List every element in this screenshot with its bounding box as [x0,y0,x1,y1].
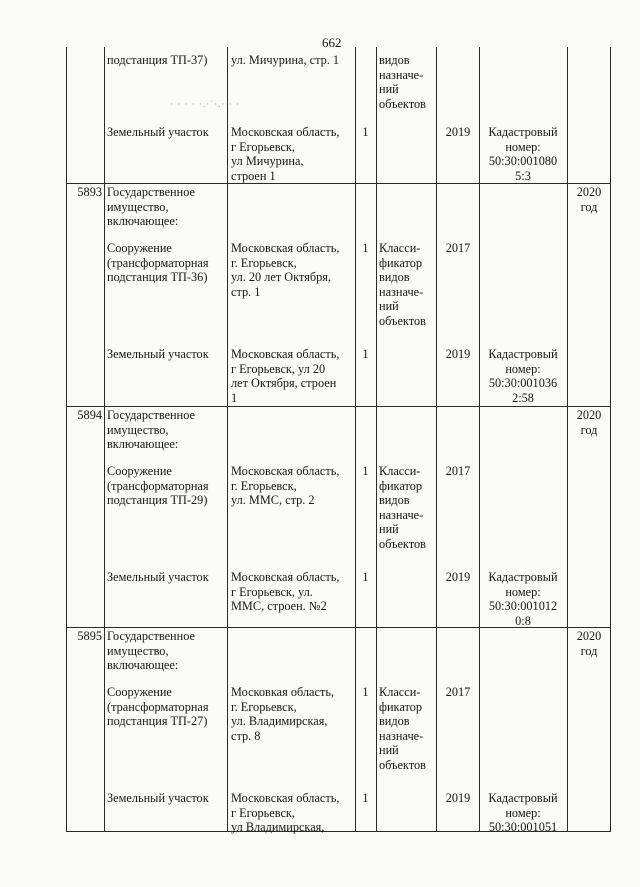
land-address: ул Мичурина, [231,154,304,169]
classifier-text: ний [379,299,399,314]
classifier-text: ний [379,743,399,758]
page-number: 662 [322,35,342,50]
structure-address: г. Егорьевск, [231,255,297,270]
term-year: год [580,199,598,214]
structure-name: Сооружение [107,241,172,255]
classifier-text: видов [379,493,410,508]
classifier-text: фикатор [379,699,422,714]
column-divider [104,47,105,831]
structure-name: (трансформаторная [107,699,209,714]
structure-address: стр. 1 [231,284,261,299]
land-address: строен 1 [231,168,276,183]
structure-name: Сооружение [107,685,172,699]
structure-name: подстанция ТП-36) [107,270,208,285]
land-address: Московская область, [231,570,340,584]
structure-address: ул. 20 лет Октября, [231,270,332,285]
entry-header: имущество, [107,199,169,214]
column-divider [355,47,356,831]
entry-number: 5893 [77,185,102,199]
cadastral-number: Кадастровый [488,125,558,139]
structure-address: Московкая область, [231,685,335,699]
column-divider [567,47,568,831]
entry-header: Государственное [107,185,195,199]
classifier-text: видов [379,714,410,729]
land-address: г Егорьевск, [231,139,295,154]
term-year: 2020 [576,185,602,199]
land-address: 1 [231,390,238,405]
year: 2017 [445,685,471,699]
structure-address: Московская область, [231,464,340,478]
quantity: 1 [362,464,369,478]
classifier-text: видов [379,270,410,285]
cadastral-number: номер: [505,805,541,820]
quantity: 1 [362,347,369,361]
land-address: Московская область, [231,347,340,361]
year: 2019 [445,791,471,805]
classifier-text: фикатор [379,255,422,270]
entry-number: 5895 [77,629,102,643]
land-plot-name: Земельный участок [107,570,209,584]
classifier-text: Класси- [379,464,421,478]
classifier-text: Класси- [379,241,421,255]
year: 2019 [445,347,471,361]
cadastral-number: 50:30:001012 [488,599,558,614]
land-address: лет Октября, строен [231,376,337,391]
entry-header: имущество, [107,422,169,437]
entry-header: включающее: [107,437,179,452]
cadastral-number: номер: [505,361,541,376]
object-address: ул. Мичурина, стр. 1 [231,53,340,67]
classifier-text: назначе- [379,728,424,743]
classifier-text: назначе- [379,67,424,82]
entry-header: имущество, [107,643,169,658]
classifier-text: объектов [379,96,426,111]
classifier-text: объектов [379,537,426,551]
cadastral-number: Кадастровый [488,791,558,805]
column-divider [436,47,437,831]
entry-header: включающее: [107,214,179,229]
property-table [66,47,611,835]
entry-header: Государственное [107,629,195,643]
row-divider [66,406,611,407]
term-year: год [580,643,598,658]
classifier-text: Класси- [379,685,421,699]
quantity: 1 [362,685,369,699]
structure-address: г. Егорьевск, [231,478,297,493]
quantity: 1 [362,125,369,139]
structure-name: (трансформаторная [107,255,209,270]
cadastral-number: 2:58 [512,390,534,405]
quantity: 1 [362,791,369,805]
cadastral-number: 0:8 [515,613,531,628]
column-divider [376,47,377,831]
land-address: ММС, строен. №2 [231,599,327,614]
land-plot-name: Земельный участок [107,347,209,361]
cadastral-number: Кадастровый [488,570,558,584]
entry-header: Государственное [107,408,195,422]
cadastral-number: 50:30:001051 [488,820,558,835]
year: 2019 [445,570,471,584]
structure-address: г. Егорьевск, [231,699,297,714]
land-address: Московская область, [231,791,340,805]
land-address: г Егорьевск, ул 20 [231,361,326,376]
land-plot-name: Земельный участок [107,125,209,139]
classifier-text: назначе- [379,284,424,299]
quantity: 1 [362,570,369,584]
cadastral-number: 5:3 [515,168,531,183]
classifier-text: объектов [379,314,426,328]
column-divider [479,47,480,831]
structure-address: ул. Владимирская, [231,714,328,729]
object-name: подстанция ТП-37) [107,53,208,67]
cadastral-number: номер: [505,584,541,599]
classifier-text: ний [379,82,399,97]
cadastral-number: номер: [505,139,541,154]
structure-name: подстанция ТП-27) [107,714,208,729]
year: 2017 [445,464,471,478]
cadastral-number: 50:30:001080 [488,154,558,169]
entry-header: включающее: [107,658,179,673]
land-address: г Егорьевск, ул. [231,584,313,599]
quantity: 1 [362,241,369,255]
classifier-text: видов [379,53,410,67]
structure-name: Сооружение [107,464,172,478]
land-address: ул Владимирская, [231,820,325,835]
structure-address: ул. ММС, стр. 2 [231,493,315,508]
classifier-text: ний [379,522,399,537]
structure-address: Московская область, [231,241,340,255]
entry-number: 5894 [77,408,102,422]
classifier-text: фикатор [379,478,422,493]
structure-name: подстанция ТП-29) [107,493,208,508]
year: 2019 [445,125,471,139]
year: 2017 [445,241,471,255]
land-address: Московская область, [231,125,340,139]
cadastral-number: Кадастровый [488,347,558,361]
classifier-text: объектов [379,758,426,772]
term-year: 2020 [576,408,602,422]
scan-specks: · · · · ·.·´·.· · · [170,99,240,109]
term-year: 2020 [576,629,602,643]
land-plot-name: Земельный участок [107,791,209,805]
column-divider [227,47,228,831]
cadastral-number: 50:30:001036 [488,376,558,391]
land-address: г Егорьевск, [231,805,295,820]
structure-name: (трансформаторная [107,478,209,493]
classifier-text: назначе- [379,507,424,522]
term-year: год [580,422,598,437]
structure-address: стр. 8 [231,728,261,743]
